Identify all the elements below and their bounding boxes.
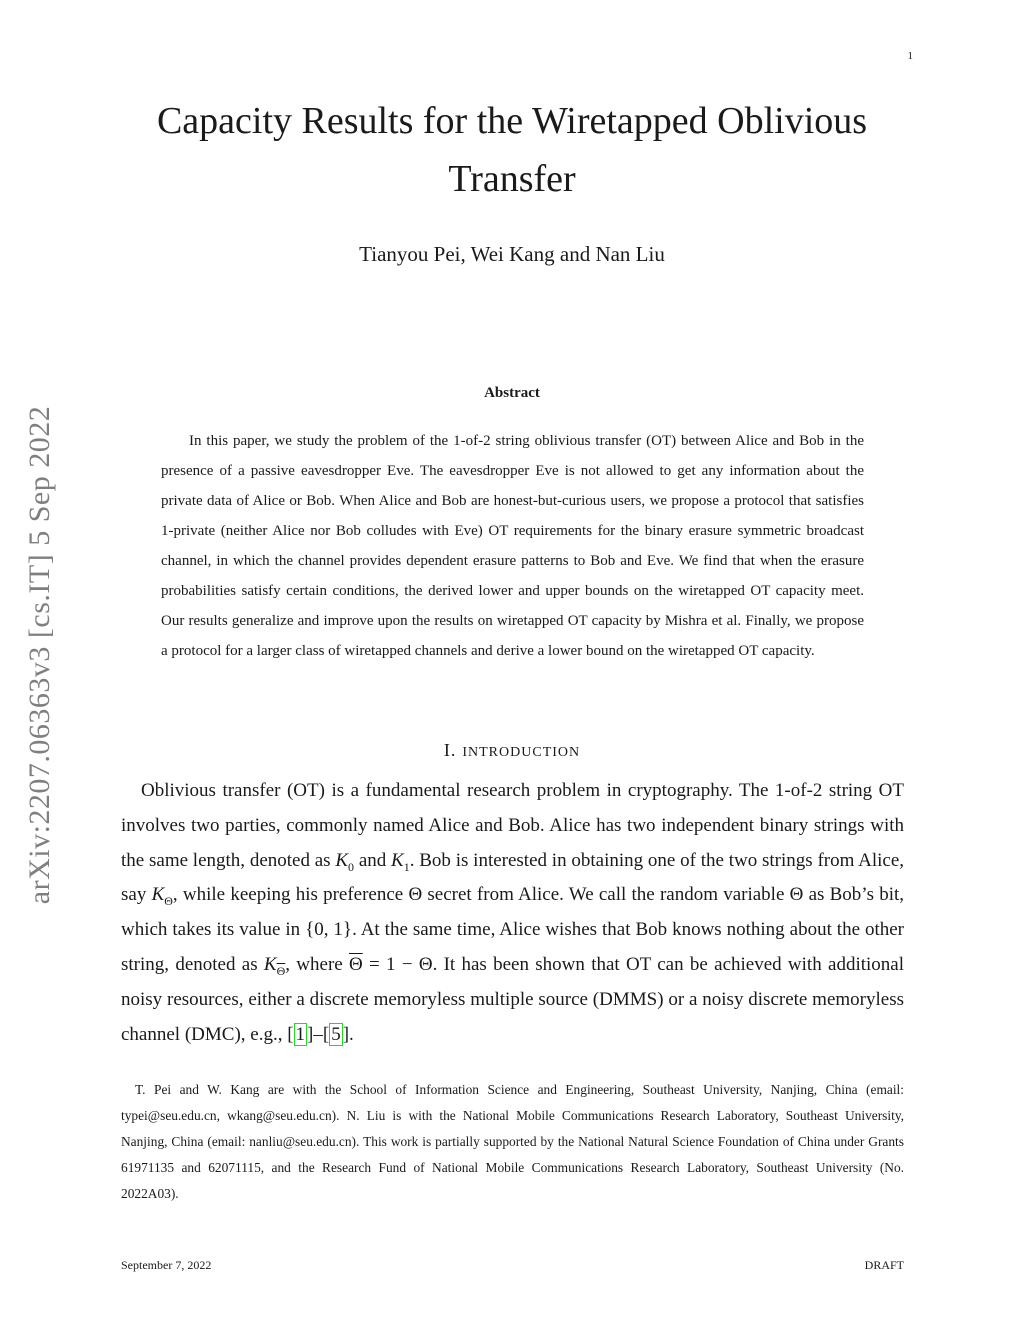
page-number: 1	[907, 50, 913, 62]
intro-text: ]–[	[307, 1023, 330, 1045]
math-theta-bar: $\overline{\Theta}$	[349, 953, 363, 975]
intro-text: , while keeping his preference	[172, 884, 409, 906]
math-k1: $K_1$	[391, 849, 410, 874]
intro-text: Oblivious transfer (OT) is a fundamental research problem in cryptography. The 1-of-2 string OT involves two parties, commonly named Alice and Bob. Alice has two independent binary strings with the same length, denoted as	[121, 780, 904, 871]
math-k-theta-bar: $K_{\overline{\Theta}}$	[263, 953, 286, 978]
intro-text: ].	[342, 1023, 354, 1045]
math-equation-rhs: = 1 − Θ	[362, 953, 433, 975]
intro-text: . Bob is interested in obtaining one of the two strings from Alice, say	[121, 849, 904, 906]
intro-text: as Bob’s bit, which takes its value in	[121, 884, 905, 941]
intro-text: , where	[285, 953, 349, 975]
paper-title: Capacity Results for the Wiretapped Oblivious Transfer	[156, 100, 868, 200]
arxiv-identifier-stamp: arXiv:2207.06363v3 [cs.IT] 5 Sep 2022	[23, 405, 56, 905]
math-k-theta: $K_\Theta$	[151, 884, 173, 909]
math-theta: Θ	[408, 884, 423, 906]
footer-draft-label: DRAFT	[864, 1258, 904, 1272]
math-set: {0, 1}	[305, 919, 353, 941]
author-affiliation-footnote: T. Pei and W. Kang are with the School of Information Science and Engineering, Southeast University, Nanjing, China (email: typei@seu.edu.cn, wkang@seu.edu.cn). N. Liu is with the National Mobile Communications Research Laboratory, Southeast University, Nanjing, China (email: nanliu@seu.edu.cn). This work is partially supported by the National Natural Science Foundation of China under Grants 61971135 and 62071115, and the Research Fund of National Mobile Communications Research Laboratory, Southeast University (No. 2022A03).	[121, 1082, 904, 1201]
intro-text: and	[354, 849, 392, 871]
citation-link-5[interactable]: 5	[331, 1023, 341, 1045]
math-theta: Θ	[789, 884, 804, 906]
section-number: I.	[443, 740, 457, 760]
intro-text: secret from Alice. We call the random variable	[422, 884, 790, 906]
section-title: INTRODUCTION	[462, 745, 581, 760]
section-heading	[100, 740, 924, 761]
footer-date: September 7, 2022	[121, 1258, 212, 1272]
introduction-paragraph	[121, 774, 904, 1052]
abstract-text: In this paper, we study the problem of the 1-of-2 string oblivious transfer (OT) between Alice and Bob in the presence of a passive eavesdropper Eve. The eavesdropper Eve is not allowed to get any information about the private data of Alice or Bob. When Alice and Bob are honest-but-curious users, we propose a protocol that satisfies 1-private (neither Alice nor Bob colludes with Eve) OT requirements for the binary erasure symmetric broadcast channel, in which the channel provides dependent erasure patterns to Bob and Eve. We find that when the erasure probabilities satisfy certain conditions, the derived lower and upper bounds on the wiretapped OT capacity meet. Our results generalize and improve upon the results on wiretapped OT capacity by Mishra et al. Finally, we propose a protocol for a larger class of wiretapped channels and derive a lower bound on the wiretapped OT capacity.	[161, 433, 864, 659]
intro-text: . At the same time, Alice wishes that Bob knows nothing about the other string, denoted as	[121, 919, 904, 975]
author-list: Tianyou Pei, Wei Kang and Nan Liu	[359, 242, 665, 266]
math-k0: $K_0$	[335, 849, 355, 874]
abstract-heading: Abstract	[484, 385, 540, 401]
intro-text: . It has been shown that OT can be achieved with additional noisy resources, either a discrete memoryless multiple source (DMMS) or a noisy discrete memoryless channel (DMC), e.g., [	[121, 953, 904, 1045]
citation-link-1[interactable]: 1	[295, 1023, 306, 1045]
